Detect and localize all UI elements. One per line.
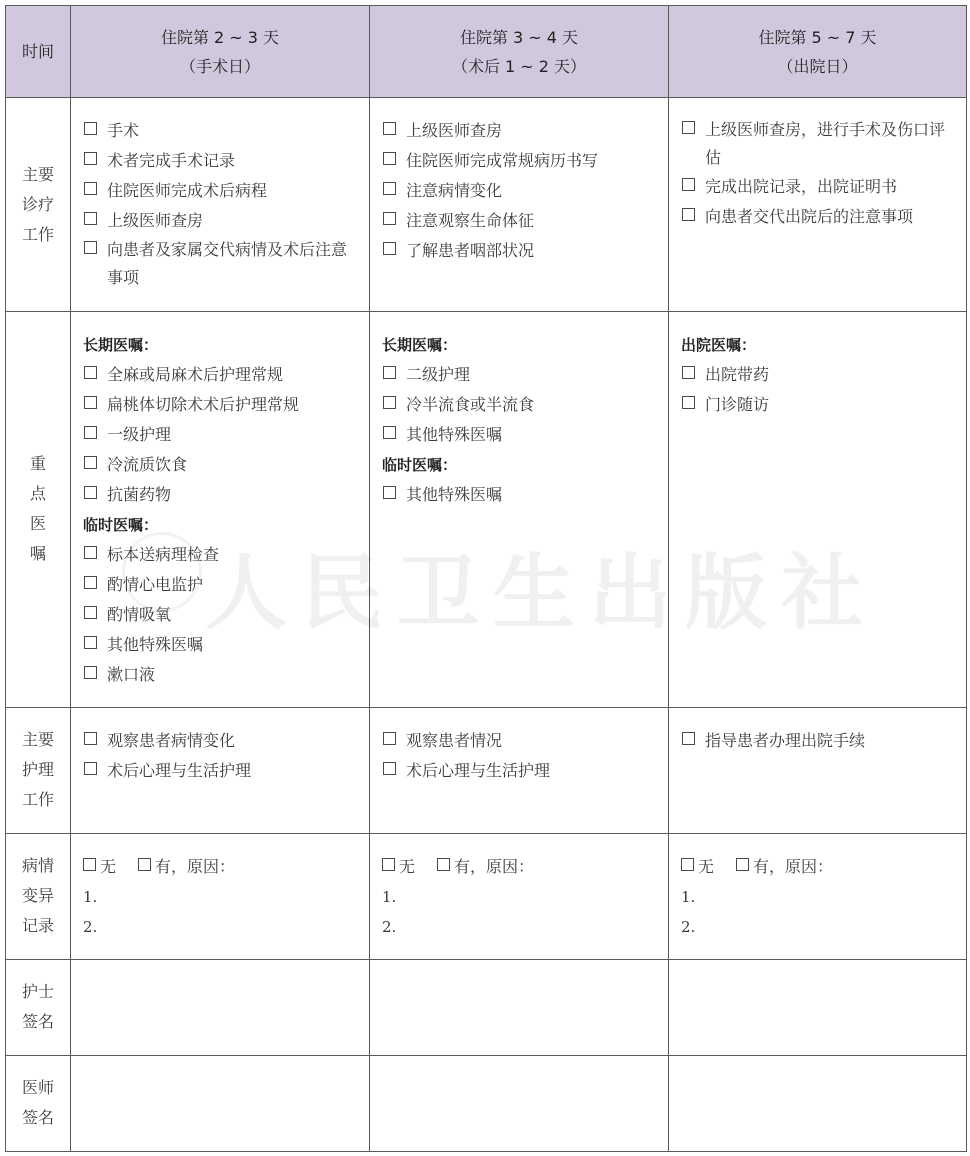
checklist-item [382, 236, 658, 266]
yes-text: 有，原因： [454, 856, 535, 876]
diagnosis-col3 [669, 98, 967, 312]
item-text: 住院医师完成术后病程 [107, 181, 268, 201]
item-text: 术后心理与生活护理 [107, 760, 252, 780]
item-text: 冷流质饮食 [107, 455, 188, 475]
checkbox[interactable] [84, 366, 97, 379]
checkbox[interactable] [84, 426, 97, 439]
item-text: 上级医师查房 [107, 211, 204, 231]
item-text: 指导患者办理出院手续 [705, 730, 866, 750]
nursing-label: 主要护理工作 [21, 730, 54, 810]
checklist-item [382, 146, 658, 176]
checkbox[interactable] [383, 426, 396, 439]
item-text: 出院带药 [705, 365, 770, 385]
nurse-sign-label-cell [6, 959, 71, 1055]
variation-col3 [669, 833, 967, 959]
checkbox[interactable] [383, 242, 396, 255]
item-text: 标本送病理检查 [107, 545, 220, 565]
checklist-item [83, 206, 359, 236]
checklist-item [681, 116, 956, 172]
variation-line-1[interactable]: 1. [83, 887, 98, 906]
variation-col1 [71, 833, 370, 959]
header-day-2-3-title: 住院第 2 ~ 3 天 [160, 27, 280, 47]
checklist-item [83, 390, 359, 420]
orders-label: 重点医嘱 [29, 454, 46, 564]
variation-label: 病情变异记录 [21, 856, 54, 936]
checkbox[interactable] [383, 396, 396, 409]
item-text: 上级医师查房 [406, 121, 503, 141]
checklist-item [382, 420, 658, 450]
checkbox-yes[interactable] [437, 858, 450, 871]
item-text: 门诊随访 [705, 395, 770, 415]
long-term-orders-title: 长期医嘱： [83, 336, 159, 355]
checkbox[interactable] [383, 366, 396, 379]
checkbox[interactable] [383, 212, 396, 225]
checklist-item [382, 480, 658, 510]
variation-choice [382, 852, 658, 882]
checkbox-none[interactable] [382, 858, 395, 871]
variation-line-2[interactable]: 2. [681, 917, 696, 936]
checkbox[interactable] [682, 732, 695, 745]
checkbox[interactable] [84, 212, 97, 225]
nursing-col1 [71, 707, 370, 833]
checkbox[interactable] [682, 178, 695, 191]
item-text: 抗菌药物 [107, 485, 172, 505]
checkbox-none[interactable] [681, 858, 694, 871]
header-day-3-4-title: 住院第 3 ~ 4 天 [459, 27, 579, 47]
diagnosis-row [6, 98, 967, 312]
checklist-item [83, 480, 359, 510]
doctor-sign-label-cell [6, 1055, 71, 1151]
variation-choice [83, 852, 359, 882]
variation-choice [681, 852, 956, 882]
item-text: 其他特殊医嘱 [406, 425, 503, 445]
checklist-item [382, 756, 658, 786]
checkbox[interactable] [84, 152, 97, 165]
variation-label-cell [6, 833, 71, 959]
checklist-item [83, 146, 359, 176]
temporary-orders-title: 临时医嘱： [382, 456, 458, 475]
nurse-sign-col2[interactable] [370, 959, 669, 1055]
header-day-3-4 [370, 6, 669, 98]
checkbox[interactable] [84, 762, 97, 775]
checklist-item [83, 600, 359, 630]
header-day-5-7-subtitle: （出院日） [777, 56, 858, 76]
item-text: 手术 [107, 121, 140, 141]
item-text: 其他特殊医嘱 [107, 635, 204, 655]
item-text: 二级护理 [406, 365, 471, 385]
temporary-orders-title: 临时医嘱： [83, 516, 159, 535]
item-text: 了解患者咽部状况 [406, 241, 535, 261]
nurse-sign-col3[interactable] [669, 959, 967, 1055]
item-text: 其他特殊医嘱 [406, 485, 503, 505]
diagnosis-label: 主要诊疗工作 [21, 164, 54, 244]
doctor-sign-label: 医师签名 [21, 1078, 54, 1128]
checkbox[interactable] [682, 208, 695, 221]
discharge-orders-title: 出院医嘱： [681, 336, 757, 355]
variation-line-2[interactable]: 2. [83, 917, 98, 936]
header-day-5-7-title: 住院第 5 ~ 7 天 [758, 27, 877, 47]
header-day-3-4-subtitle: （术后 1 ~ 2 天） [451, 56, 587, 76]
checklist-item [382, 390, 658, 420]
item-text: 一级护理 [107, 425, 172, 445]
variation-row [6, 833, 967, 959]
checkbox[interactable] [383, 732, 396, 745]
checkbox[interactable] [383, 182, 396, 195]
checklist-item [83, 630, 359, 660]
checklist-item [83, 420, 359, 450]
nursing-label-cell [6, 707, 71, 833]
checklist-item [681, 726, 956, 756]
diagnosis-col1 [71, 98, 370, 312]
item-text: 术后心理与生活护理 [406, 760, 551, 780]
checkbox[interactable] [84, 576, 97, 589]
item-text: 向患者及家属交代病情及术后注意事项 [107, 240, 348, 288]
item-text: 漱口液 [107, 665, 156, 685]
nurse-sign-label: 护士签名 [21, 982, 54, 1032]
checklist-item [83, 660, 359, 690]
orders-col1 [71, 312, 370, 707]
checklist-item [382, 360, 658, 390]
checklist-item [83, 756, 359, 786]
checklist-item [681, 202, 956, 232]
checkbox[interactable] [84, 396, 97, 409]
checkbox-none[interactable] [83, 858, 96, 871]
none-text: 无 [100, 856, 117, 876]
checkbox[interactable] [383, 486, 396, 499]
checkbox-yes[interactable] [736, 858, 749, 871]
checkbox[interactable] [84, 241, 97, 254]
nursing-col2 [370, 707, 669, 833]
orders-row [6, 312, 967, 707]
checklist-item [382, 206, 658, 236]
checkbox[interactable] [84, 732, 97, 745]
checkbox[interactable] [84, 666, 97, 679]
checkbox[interactable] [84, 636, 97, 649]
checklist-item [382, 176, 658, 206]
header-day-5-7 [669, 6, 967, 98]
item-text: 观察患者病情变化 [107, 730, 236, 750]
yes-text: 有，原因： [753, 856, 834, 876]
item-text: 完成出院记录，出院证明书 [705, 177, 898, 197]
orders-label-cell [6, 312, 71, 707]
checkbox[interactable] [383, 122, 396, 135]
item-text: 术者完成手术记录 [107, 151, 236, 171]
orders-col2 [370, 312, 669, 707]
header-day-2-3-subtitle: （手术日） [179, 56, 260, 76]
header-time: 时间 [6, 6, 71, 98]
checkbox[interactable] [84, 456, 97, 469]
checkbox-yes[interactable] [138, 858, 151, 871]
nurse-sign-row [6, 959, 967, 1055]
item-text: 观察患者情况 [406, 730, 503, 750]
nursing-col3 [669, 707, 967, 833]
checkbox[interactable] [84, 606, 97, 619]
checkbox[interactable] [383, 762, 396, 775]
item-text: 全麻或局麻术后护理常规 [107, 365, 284, 385]
checklist-item [83, 360, 359, 390]
checklist-item [681, 172, 956, 202]
diagnosis-col2 [370, 98, 669, 312]
item-text: 上级医师查房，进行手术及伤口评估 [705, 120, 946, 168]
item-text: 向患者交代出院后的注意事项 [705, 207, 914, 227]
doctor-sign-col3[interactable] [669, 1055, 967, 1151]
checkbox[interactable] [383, 152, 396, 165]
publisher-watermark: 人民卫生出版社 [205, 545, 878, 641]
header-day-2-3 [71, 6, 370, 98]
variation-line-1[interactable]: 1. [681, 887, 696, 906]
item-text: 住院医师完成常规病历书写 [406, 151, 599, 171]
doctor-sign-col2[interactable] [370, 1055, 669, 1151]
checklist-item [681, 360, 956, 390]
long-term-orders-title: 长期医嘱： [382, 336, 458, 355]
yes-text: 有，原因： [155, 856, 236, 876]
doctor-sign-col1[interactable] [71, 1055, 370, 1151]
checkbox[interactable] [682, 121, 695, 134]
orders-col3 [669, 312, 967, 707]
checkbox[interactable] [682, 396, 695, 409]
checklist-item [83, 726, 359, 756]
watermark-seal-icon [122, 532, 202, 612]
variation-line-1[interactable]: 1. [382, 887, 397, 906]
nursing-row [6, 707, 967, 833]
diagnosis-label-cell [6, 98, 71, 312]
doctor-sign-row [6, 1055, 967, 1151]
header-row [6, 6, 967, 98]
none-text: 无 [698, 856, 715, 876]
variation-col2 [370, 833, 669, 959]
checklist-item [83, 450, 359, 480]
item-text: 注意观察生命体征 [406, 211, 535, 231]
checklist-item [83, 116, 359, 146]
checklist-item [83, 176, 359, 206]
checkbox[interactable] [84, 122, 97, 135]
none-text: 无 [399, 856, 416, 876]
checkbox[interactable] [84, 182, 97, 195]
item-text: 扁桃体切除术术后护理常规 [107, 395, 300, 415]
checkbox[interactable] [84, 486, 97, 499]
checklist-item [681, 390, 956, 420]
checklist-item [382, 726, 658, 756]
nurse-sign-col1[interactable] [71, 959, 370, 1055]
checkbox[interactable] [84, 546, 97, 559]
variation-line-2[interactable]: 2. [382, 917, 397, 936]
item-text: 酌情心电监护 [107, 575, 204, 595]
checklist-item [83, 236, 359, 292]
item-text: 冷半流食或半流食 [406, 395, 535, 415]
item-text: 注意病情变化 [406, 181, 503, 201]
checkbox[interactable] [682, 366, 695, 379]
item-text: 酌情吸氧 [107, 605, 172, 625]
checklist-item [382, 116, 658, 146]
